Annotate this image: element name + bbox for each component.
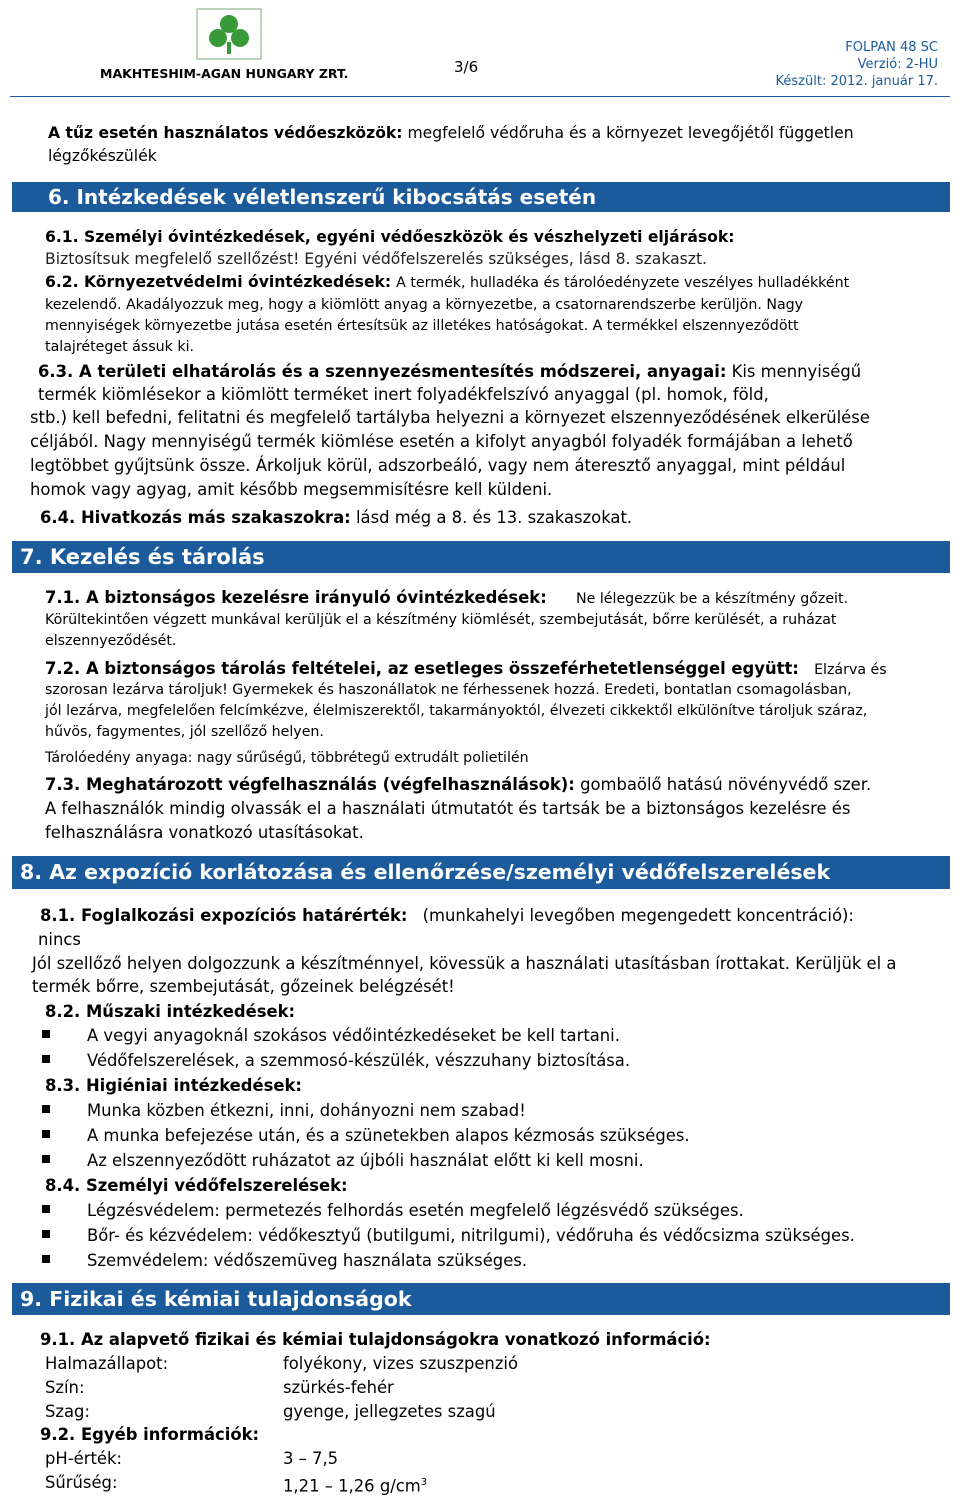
s61-title: 6.1. Személyi óvintézkedések, egyéni védőeszközök és vészhelyzeti eljárások:: [45, 228, 735, 246]
prop-label-odor: Szag:: [45, 1402, 90, 1421]
prop-value-color: szürkés-fehér: [283, 1378, 394, 1397]
s84-item-1: Légzésvédelem: permetezés felhordás esetén megfelelő légzésvédő szükséges.: [87, 1201, 744, 1220]
s64-line: 6.4. Hivatkozás más szakaszokra: lásd még a 8. és 13. szakaszokat.: [40, 508, 633, 527]
s84-item-3: Szemvédelem: védőszemüveg használata szükséges.: [87, 1251, 528, 1270]
s62-line-2: kezelendő. Akadályozzuk meg, hogy a kiömlött anyag a környezetbe, a csatornarendszerbe kerüljön. Nagy: [45, 297, 804, 313]
bullet-icon: [42, 1230, 50, 1238]
s63-line-2: termék kiömlésekor a kiömlött terméket inert folyadékfelszívó anyaggal (pl. homok, föld,: [38, 385, 769, 404]
company-logo: [196, 8, 262, 60]
s83-item-1: Munka közben étkezni, inni, dohányozni nem szabad!: [87, 1101, 526, 1120]
s83-item-3: Az elszennyeződött ruházatot az újbóli használat előtt ki kell mosni.: [87, 1151, 644, 1170]
bullet-icon: [42, 1130, 50, 1138]
s73-line-3: felhasználásra vonatkozó utasításokat.: [45, 823, 364, 842]
bullet-icon: [42, 1205, 50, 1213]
date: Készült: 2012. január 17.: [775, 74, 938, 89]
s72-line-1: 7.2. A biztonságos tárolás feltételei, az esetleges összeférhetetlenséggel együtt: Elzárva és: [45, 659, 887, 678]
bullet-icon: [42, 1030, 50, 1038]
section-9-header: 9. Fizikai és kémiai tulajdonságok: [12, 1283, 950, 1315]
density-label: Sűrűség:: [45, 1473, 118, 1492]
s62-line-4: talajréteget ássuk ki.: [45, 339, 195, 355]
ph-label: pH-érték:: [45, 1449, 122, 1468]
s81-line-1: 8.1. Foglalkozási expozíciós határérték: (munkahelyi levegőben megengedett koncentráció):: [40, 906, 854, 925]
s71-line-1: 7.1. A biztonságos kezelésre irányuló óvintézkedések: Ne lélegezzük be a készítmény gőzeit.: [45, 588, 849, 607]
density-value: 1,21 – 1,26 $g/cm^3$: [283, 1476, 428, 1496]
prop-label-color: Szín:: [45, 1378, 85, 1397]
s81-line-2: nincs: [38, 930, 81, 949]
s92-title: 9.2. Egyéb információk:: [40, 1425, 260, 1444]
s71-line-3: elszennyeződését.: [45, 633, 177, 649]
s72-line-2: szorosan lezárva tároljuk! Gyermekek és haszonállatok ne férhessenek hozzá. Eredeti, bontatlan csomagolásban,: [45, 682, 852, 698]
prop-value-state: folyékony, vizes szuszpenzió: [283, 1354, 519, 1373]
company-name: MAKHTESHIM-AGAN HUNGARY ZRT.: [100, 66, 349, 81]
section-8-header: 8. Az expozíció korlátozása és ellenőrzése/személyi védőfelszerelések: [12, 856, 950, 889]
s63-line-5: legtöbbet gyűjtsünk össze. Árkoljuk körül, adszorbeáló, vagy nem áteresztő anyaggal, mint például: [30, 456, 846, 475]
s91-title: 9.1. Az alapvető fizikai és kémiai tulajdonságokra vonatkozó információ:: [40, 1330, 711, 1349]
bullet-icon: [42, 1055, 50, 1063]
s72-line-4: hűvös, fagymentes, jól szellőző helyen.: [45, 724, 324, 740]
s73-line-1: 7.3. Meghatározott végfelhasználás (végfelhasználások): gombaölő hatású növényvédő szer.: [45, 775, 872, 794]
s81-line-3: Jól szellőző helyen dolgozzunk a készítménnyel, kövessük a használati utasításban írottakat. Kerüljük el a: [32, 954, 897, 973]
s71-line-2: Körültekintően végzett munkával kerüljük el a készítmény kiömlését, szembejutását, bőrre kerülését, a ruházat: [45, 612, 837, 628]
version: Verzió: 2-HU: [857, 57, 938, 72]
s63-line-3: stb.) kell befedni, felitatni és megfelelő tartályba helyezni a környezet elszennyeződésének elkerülése: [30, 408, 870, 427]
s62-line-3: mennyiségek környezetbe jutása esetén értesítsük az illetékes hatóságokat. A termékkel elszennyeződött: [45, 318, 799, 334]
s81-line-4: termék bőrre, szembejutását, gőzeinek belégzését!: [32, 977, 455, 996]
header-rule: [10, 96, 950, 97]
fire-line-1: A tűz esetén használatos védőeszközök: megfelelő védőruha és a környezet levegőjétől független: [48, 124, 854, 142]
product-name: FOLPAN 48 SC: [845, 40, 938, 55]
s83-title: 8.3. Higiéniai intézkedések:: [45, 1076, 302, 1095]
bullet-icon: [42, 1105, 50, 1113]
s84-item-2: Bőr- és kézvédelem: védőkesztyű (butilgumi, nitrilgumi), védőruha és védőcsizma szükséges.: [87, 1226, 855, 1245]
s61-text: Biztosítsuk megfelelő szellőzést! Egyéni védőfelszerelés szükséges, lásd 8. szakaszt.: [45, 250, 708, 268]
s62-line-1: 6.2. Környezetvédelmi óvintézkedések: A termék, hulladéka és tárolóedényzete veszélyes hulladékként: [45, 273, 850, 291]
s63-line-4: céljából. Nagy mennyiségű termék kiömlése esetén a kifolyt anyagból folyadék formájában a lehető: [30, 432, 853, 451]
s82-item-1: A vegyi anyagoknál szokásos védőintézkedéseket be kell tartani.: [87, 1026, 620, 1045]
s72-line-5: Tárolóedény anyaga: nagy sűrűségű, többrétegű extrudált polietilén: [45, 750, 529, 766]
s82-title: 8.2. Műszaki intézkedések:: [45, 1002, 296, 1021]
bullet-icon: [42, 1255, 50, 1263]
section-6-header: 6. Intézkedések véletlenszerű kibocsátás esetén: [12, 182, 950, 212]
prop-label-state: Halmazállapot:: [45, 1354, 169, 1373]
bullet-icon: [42, 1155, 50, 1163]
s63-line-1: 6.3. A területi elhatárolás és a szennyezésmentesítés módszerei, anyagai: Kis mennyiségű: [38, 362, 862, 381]
s63-line-6: homok vagy agyag, amit később megsemmisítésre kell küldeni.: [30, 480, 553, 499]
ph-value: 3 – 7,5: [283, 1449, 339, 1468]
s72-line-3: jól lezárva, megfelelően felcímkézve, élelmiszerektől, takarmányoktól, élvezeti cikkektől elkülönítve tároljuk száraz,: [45, 703, 868, 719]
s83-item-2: A munka befejezése után, és a szünetekben alapos kézmosás szükséges.: [87, 1126, 690, 1145]
section-7-header: 7. Kezelés és tárolás: [12, 541, 950, 573]
prop-value-odor: gyenge, jellegzetes szagú: [283, 1402, 496, 1421]
s84-title: 8.4. Személyi védőfelszerelések:: [45, 1176, 348, 1195]
page-number: 3/6: [454, 58, 479, 76]
s73-line-2: A felhasználók mindig olvassák el a használati útmutatót és tartsák be a biztonságos kezelésre és: [45, 799, 851, 818]
s82-item-2: Védőfelszerelések, a szemmosó-készülék, vészzuhany biztosítása.: [87, 1051, 631, 1070]
fire-line-2: légzőkészülék: [48, 147, 157, 165]
